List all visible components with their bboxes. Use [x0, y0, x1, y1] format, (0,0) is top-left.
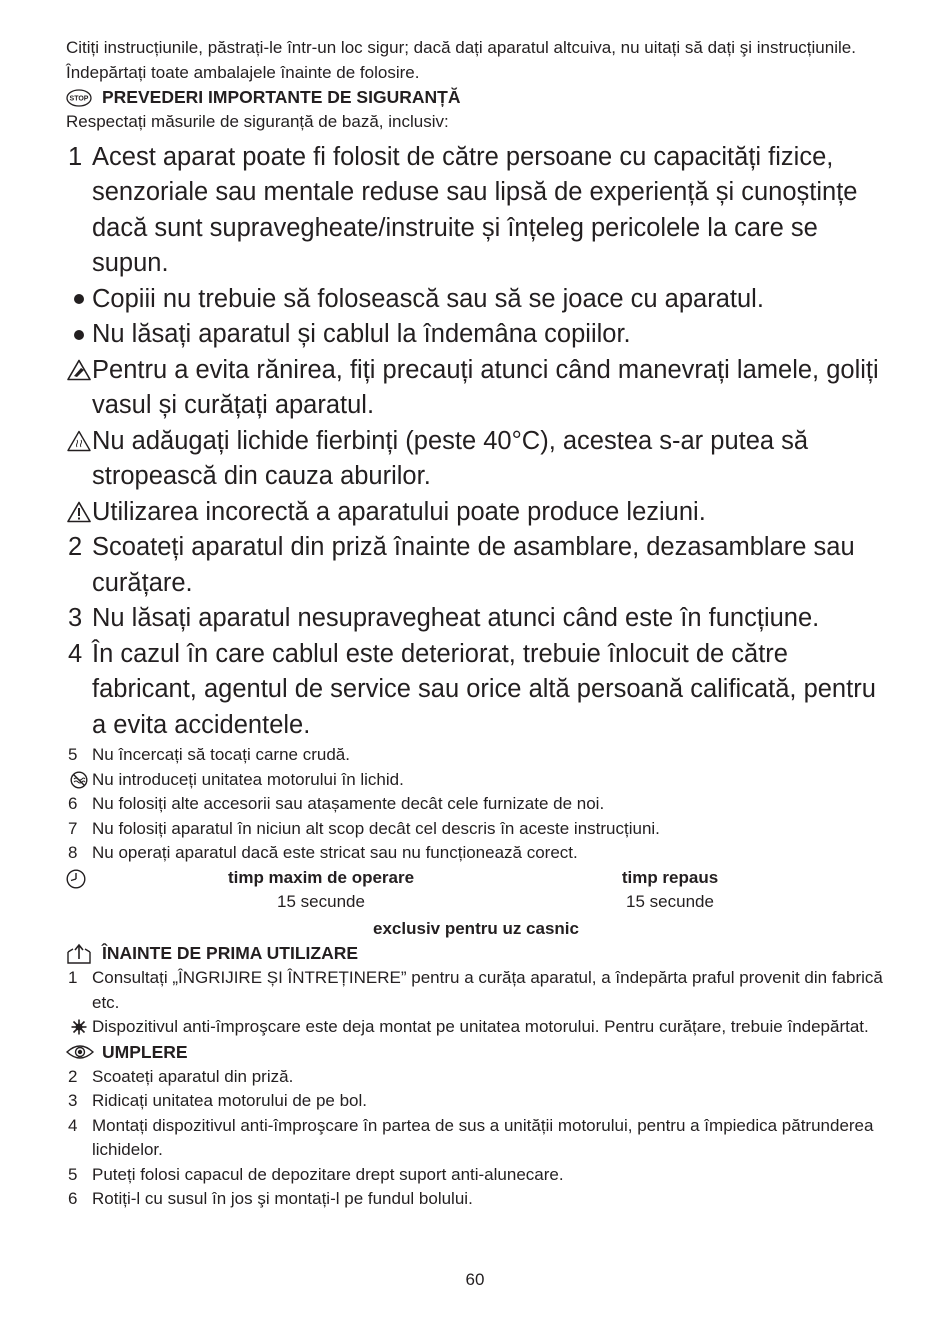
item-number: 1 — [68, 142, 83, 171]
safety-item-text: Nu folosiți alte accesorii sau atașamente decât cele furnizate de noi. — [92, 794, 605, 813]
safety-item-8 — [66, 841, 886, 866]
splash-guard-icon — [66, 1015, 92, 1040]
intro-instructions: Citiți instrucțiunile, păstrați-le într-un loc sigur; dacă dați aparatul altcuiva, nu uitați să dați şi instrucțiunile. — [66, 38, 856, 57]
rest-time-value: 15 secunde — [626, 892, 714, 911]
blade-warning-icon — [66, 353, 92, 389]
safety-item-6 — [66, 792, 886, 817]
max-operating-time-value: 15 secunde — [277, 892, 365, 911]
before-first-use-heading — [66, 941, 886, 966]
safety-item-text: Acest aparat poate fi folosit de către persoane cu capacități fizice, senzoriale sau mentale reduse sau lipsă de experiență și cunoștințe dacă sunt supravegheate/instruite și înțeleg pericolele la care se supun. — [92, 142, 858, 277]
filling-item-2 — [66, 1065, 886, 1090]
safety-heading-text: PREVEDERI IMPORTANTE DE SIGURANȚĂ — [102, 87, 461, 107]
item-number: 5 — [68, 1164, 78, 1184]
item-number: 2 — [68, 533, 83, 561]
operating-time-table — [66, 866, 886, 915]
item-number: 6 — [68, 794, 78, 813]
warning-icon — [66, 495, 92, 531]
safety-item-text: Nu încercați să tocați carne crudă. — [92, 745, 350, 764]
first-use-item-text: Consultați „ÎNGRIJIRE ȘI ÎNTREȚINERE” pentru a curăța aparatul, a îndepărta praful provenit din fabrică etc. — [92, 968, 883, 1012]
safety-item-children-reach — [66, 317, 886, 353]
before-first-use-heading-text: ÎNAINTE DE PRIMA UTILIZARE — [102, 943, 359, 963]
item-number: 4 — [68, 1115, 78, 1135]
safety-item-text: Pentru a evita rănirea, fiți precauți atunci când manevrați lamele, goliți vasul și curățați aparatul. — [92, 355, 879, 419]
filling-heading-text: UMPLERE — [102, 1041, 188, 1062]
item-number: 3 — [68, 1091, 78, 1110]
safety-item-blades — [66, 353, 886, 424]
safety-item-5 — [66, 743, 886, 768]
filling-item-text: Montați dispozitivul anti-împroşcare în partea de sus a unității motorului, pentru a împiedica pătrunderea lichidelor. — [92, 1115, 874, 1159]
filling-item-text: Scoateți aparatul din priză. — [92, 1066, 294, 1086]
safety-item-7 — [66, 817, 886, 842]
safety-item-text: Nu lăsați aparatul și cablul la îndemâna copiilor. — [92, 320, 631, 348]
safety-item-children-use — [66, 282, 886, 318]
hot-warning-icon — [66, 424, 92, 460]
safety-item-text: Scoateți aparatul din priză înainte de asamblare, dezasamblare sau curățare. — [92, 533, 855, 597]
safety-item-no-immerse — [66, 768, 886, 793]
filling-item-text: Puteți folosi capacul de depozitare drept suport anti-alunecare. — [92, 1164, 564, 1184]
first-use-icon — [66, 943, 102, 965]
safety-item-text: Nu adăugați lichide fierbinți (peste 40°C), acestea s-ar putea să stropească din cauza aburilor. — [92, 426, 809, 490]
safety-item-text: Copiii nu trebuie să folosească sau să se joace cu aparatul. — [92, 284, 764, 313]
filling-item-text: Rotiți-l cu susul în jos şi montați-l pe fundul bolului. — [92, 1189, 473, 1208]
rest-time-label: timp repaus — [621, 867, 719, 887]
item-number: 4 — [68, 639, 83, 668]
stop-icon — [66, 89, 102, 107]
clock-icon — [66, 869, 86, 897]
safety-item-text: Nu folosiți aparatul în niciun alt scop decât cel descris în aceste instrucțiuni. — [92, 818, 660, 838]
max-operating-time-label: timp maxim de operare — [227, 867, 415, 887]
item-number: 2 — [68, 1066, 78, 1086]
safety-item-text: Nu lăsați aparatul nesupravegheat atunci când este în funcțiune. — [92, 604, 820, 632]
filling-item-text: Ridicați unitatea motorului de pe bol. — [92, 1091, 367, 1110]
safety-item-text: În cazul în care cablul este deteriorat, trebuie înlocuit de către fabricant, agentul de service sau orice altă persoană calificată, pentru a evita accidentele. — [92, 639, 876, 739]
item-number: 6 — [68, 1189, 78, 1208]
household-only: exclusiv pentru uz casnic — [373, 918, 579, 938]
item-number: 5 — [68, 745, 78, 764]
bullet-icon — [66, 282, 92, 318]
svg-text:STOP: STOP — [69, 95, 89, 102]
safety-item-2 — [66, 530, 886, 601]
filling-item-6 — [66, 1187, 886, 1212]
safety-item-hot-liquids — [66, 424, 886, 495]
item-number: 7 — [68, 818, 78, 838]
safety-item-text: Nu operați aparatul dacă este stricat sau nu funcționează corect. — [92, 843, 578, 862]
safety-heading — [66, 85, 886, 110]
page-number: 60 — [465, 1270, 485, 1289]
safety-subtitle: Respectați măsurile de siguranță de bază, inclusiv: — [66, 112, 449, 131]
first-use-item-1 — [66, 966, 886, 1015]
first-use-item-text: Dispozitivul anti-împroşcare este deja montat pe unitatea motorului. Pentru curățare, trebuie îndepărtat. — [92, 1017, 869, 1036]
item-number: 1 — [68, 968, 78, 987]
safety-item-text: Nu introduceți unitatea motorului în lichid. — [92, 769, 404, 789]
eye-icon — [66, 1044, 102, 1060]
safety-item-4 — [66, 637, 886, 744]
no-immerse-icon — [66, 768, 92, 793]
item-number: 8 — [68, 843, 78, 862]
safety-item-1 — [66, 140, 886, 282]
filling-heading — [66, 1040, 886, 1065]
bullet-icon — [66, 317, 92, 353]
safety-item-text: Utilizarea incorectă a aparatului poate produce leziuni. — [92, 497, 706, 526]
intro-remove-packaging: Îndepărtați toate ambalajele înainte de folosire. — [66, 62, 420, 82]
safety-item-misuse — [66, 495, 886, 531]
item-number: 3 — [68, 604, 83, 632]
filling-item-4 — [66, 1114, 886, 1163]
safety-item-3 — [66, 601, 886, 637]
first-use-item-splash-guard — [66, 1015, 886, 1040]
filling-item-3 — [66, 1089, 886, 1114]
filling-item-5 — [66, 1163, 886, 1188]
